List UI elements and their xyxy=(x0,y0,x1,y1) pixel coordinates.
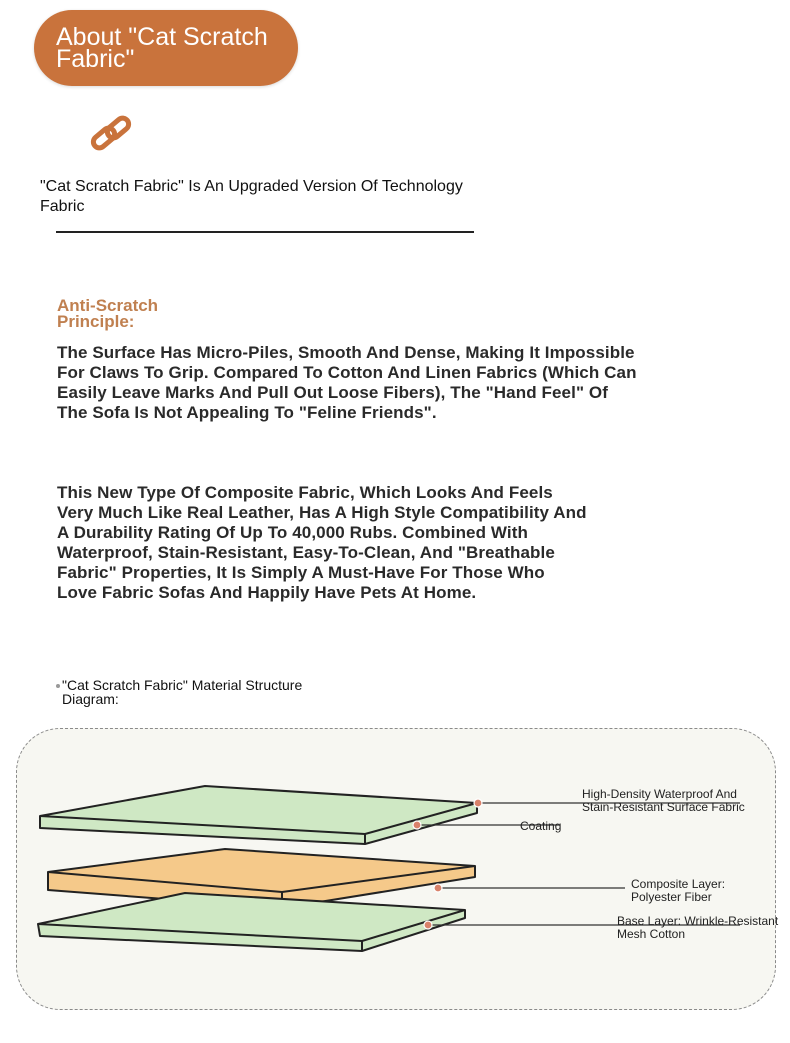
label-composite: Composite Layer: Polyester Fiber xyxy=(631,877,726,904)
composite-marker xyxy=(434,884,442,892)
base-layer xyxy=(38,893,465,951)
section-heading: Anti-Scratch Principle: xyxy=(57,296,159,331)
page-title-text: About "Cat Scratch Fabric" xyxy=(56,23,268,73)
label-surface: High-Density Waterproof And Stain-Resistant Surface Fabric xyxy=(582,787,745,814)
coating-marker xyxy=(413,821,421,829)
label-coating: Coating xyxy=(520,819,562,833)
paragraph-features: This New Type Of Composite Fabric, Which Looks And Feels Very Much Like Real Leather, Has A High Style Compatibility And A Durability Rating Of Up To 40,000 Rubs. Combined With Waterproof, Stain-Resistant, Easy-To-Clean, And "Breathable Fabric" Properties, It Is Simply A Must-Have For Those Who Love Fabric Sofas And Happily Have Pets At Home. xyxy=(57,483,587,602)
base-marker xyxy=(424,921,432,929)
surface-marker xyxy=(474,799,482,807)
paragraph-principle: The Surface Has Micro-Piles, Smooth And Dense, Making It Impossible For Claws To Grip. Compared To Cotton And Linen Fabrics (Which Can Easily Leave Marks And Pull Out Loose Fibers), The "Hand Feel" Of The Sofa Is Not Appealing To "Feline Friends". xyxy=(57,343,637,422)
label-base: Base Layer: Wrinkle-Resistant Mesh Cotton xyxy=(617,914,779,941)
surface-layer xyxy=(40,786,477,844)
intro-text: "Cat Scratch Fabric" Is An Upgraded Version Of Technology Fabric xyxy=(40,178,463,215)
diagram-caption: "Cat Scratch Fabric" Material Structure Diagram: xyxy=(62,677,303,707)
